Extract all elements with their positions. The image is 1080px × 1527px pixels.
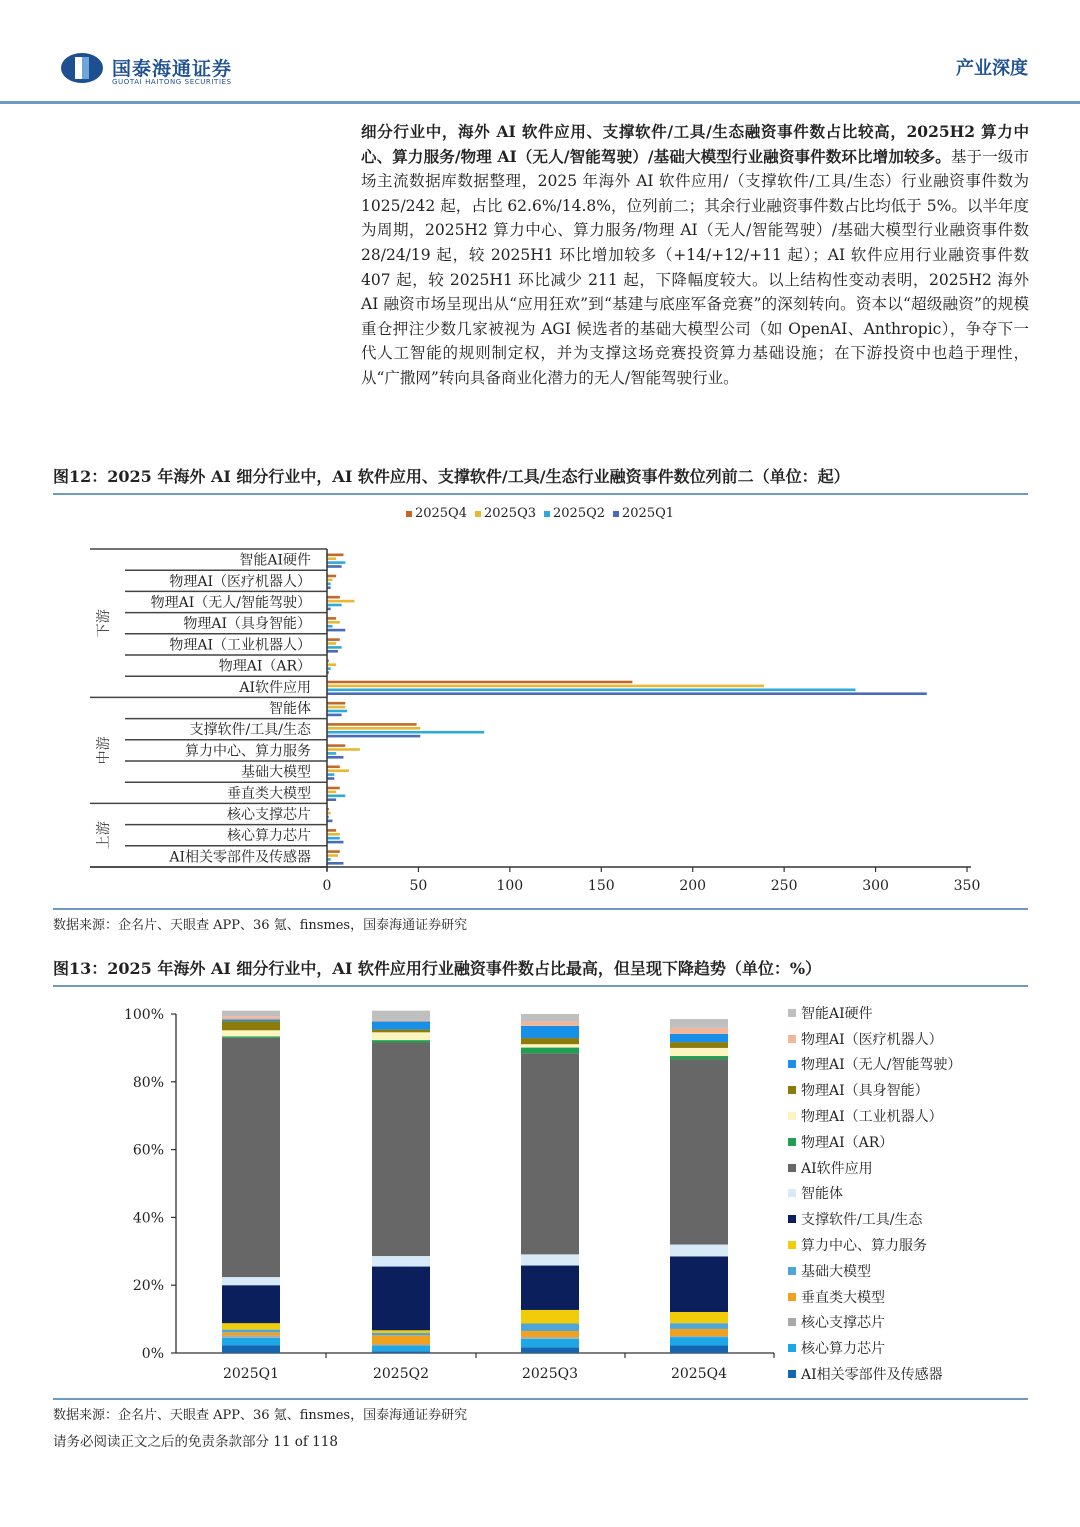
document-type-label: 产业深度: [956, 58, 1028, 79]
legend-item: 物理AI（医疗机器人）: [788, 1026, 961, 1052]
svg-text:350: 350: [953, 878, 981, 894]
svg-text:2025Q1: 2025Q1: [222, 1366, 280, 1382]
legend-swatch-icon: [788, 1215, 796, 1223]
legend-swatch-icon: [788, 1009, 796, 1017]
legend-swatch-icon: [788, 1318, 796, 1326]
legend-swatch-icon: [788, 1086, 796, 1094]
svg-text:物理AI（工业机器人）: 物理AI（工业机器人）: [169, 637, 311, 654]
legend-item: AI相关零部件及传感器: [788, 1361, 961, 1387]
legend-item: AI软件应用: [788, 1155, 961, 1181]
legend-swatch-icon: [788, 1035, 796, 1043]
company-name-cn: 国泰海通证券: [112, 58, 233, 80]
svg-text:物理AI（具身智能）: 物理AI（具身智能）: [183, 616, 311, 633]
svg-text:0%: 0%: [141, 1346, 164, 1362]
svg-text:2025Q2: 2025Q2: [372, 1366, 430, 1382]
figure-13-chart: [0, 1000, 780, 1395]
figure-13-legend: [788, 1000, 961, 1387]
svg-text:物理AI（无人/智能驾驶）: 物理AI（无人/智能驾驶）: [150, 595, 311, 611]
company-name-en: GUOTAI HAITONG SECURITIES: [112, 78, 232, 86]
page-header: [0, 0, 1080, 104]
svg-text:100%: 100%: [123, 1007, 164, 1023]
svg-text:80%: 80%: [132, 1074, 164, 1091]
legend-item: 物理AI（无人/智能驾驶）: [788, 1052, 961, 1078]
legend-item: 算力中心、算力服务: [788, 1232, 961, 1258]
legend-item: 2025Q4: [406, 506, 467, 521]
svg-text:算力中心、算力服务: 算力中心、算力服务: [185, 743, 311, 760]
svg-text:2025Q4: 2025Q4: [670, 1366, 728, 1382]
svg-text:200: 200: [679, 878, 707, 894]
legend-item: 2025Q1: [613, 506, 674, 521]
legend-item: 物理AI（工业机器人）: [788, 1103, 961, 1129]
legend-item: 智能AI硬件: [788, 1000, 961, 1026]
legend-swatch-icon: [788, 1164, 796, 1172]
svg-text:0: 0: [322, 878, 332, 894]
legend-swatch-icon: [788, 1370, 796, 1378]
legend-swatch-icon: [406, 511, 412, 517]
svg-text:中游: 中游: [96, 736, 112, 765]
svg-text:AI软件应用: AI软件应用: [239, 679, 311, 696]
legend-swatch-icon: [475, 511, 481, 517]
page-footer: 请务必阅读正文之后的免责条款部分 11 of 118: [53, 1434, 338, 1450]
legend-swatch-icon: [613, 511, 619, 517]
svg-text:上游: 上游: [96, 821, 112, 850]
legend-swatch-icon: [788, 1267, 796, 1275]
legend-swatch-icon: [788, 1241, 796, 1249]
legend-item: 核心算力芯片: [788, 1335, 961, 1361]
legend-swatch-icon: [788, 1344, 796, 1352]
svg-text:物理AI（医疗机器人）: 物理AI（医疗机器人）: [169, 573, 311, 590]
svg-text:垂直类大模型: 垂直类大模型: [227, 785, 311, 802]
legend-item: 物理AI（具身智能）: [788, 1077, 961, 1103]
figure-12-title: 图12：2025 年海外 AI 细分行业中，AI 软件应用、支撑软件/工具/生态行业融资事件数位列前二（单位：起）: [53, 464, 1028, 495]
svg-text:智能体: 智能体: [269, 701, 311, 717]
legend-swatch-icon: [788, 1189, 796, 1197]
svg-text:100: 100: [496, 878, 524, 894]
svg-text:20%: 20%: [132, 1278, 164, 1295]
legend-item: 基础大模型: [788, 1258, 961, 1284]
legend-swatch-icon: [788, 1138, 796, 1146]
legend-swatch-icon: [788, 1293, 796, 1301]
svg-text:2025Q3: 2025Q3: [521, 1366, 579, 1382]
svg-text:250: 250: [770, 878, 798, 894]
svg-text:支撑软件/工具/生态: 支撑软件/工具/生态: [189, 722, 311, 739]
legend-swatch-icon: [788, 1112, 796, 1120]
svg-text:40%: 40%: [132, 1210, 164, 1227]
legend-item: 物理AI（AR）: [788, 1129, 961, 1155]
legend-item: 核心支撑芯片: [788, 1310, 961, 1336]
svg-text:下游: 下游: [96, 609, 112, 638]
svg-text:核心支撑芯片: 核心支撑芯片: [227, 807, 311, 823]
body-paragraph: [361, 120, 1029, 391]
figure-13-source: 数据来源：企名片、天眼查 APP、36 氪、finsmes，国泰海通证券研究: [53, 1398, 1028, 1423]
figure-12-source: 数据来源：企名片、天眼查 APP、36 氪、finsmes，国泰海通证券研究: [53, 908, 1028, 933]
svg-text:智能AI硬件: 智能AI硬件: [239, 552, 311, 569]
company-logo-icon: [60, 52, 104, 84]
header-divider: [0, 101, 1080, 104]
lead-sentence: 细分行业中，海外 AI 软件应用、支撑软件/工具/生态融资事件数占比较高，2025H2 算力中心、算力服务/物理 AI（无人/智能驾驶）/基础大模型行业融资事件数环比增加较多。: [361, 122, 1029, 166]
legend-item: 智能体: [788, 1181, 961, 1207]
figure-12-legend: [0, 506, 1080, 521]
figure-12-chart: [0, 540, 1080, 900]
svg-text:150: 150: [587, 878, 615, 894]
svg-text:AI相关零部件及传感器: AI相关零部件及传感器: [169, 849, 311, 866]
legend-swatch-icon: [788, 1060, 796, 1068]
svg-text:60%: 60%: [132, 1142, 164, 1159]
paragraph-text: 基于一级市场主流数据库数据整理，2025 年海外 AI 软件应用/（支撑软件/工具/生态）行业融资事件数为 1025/242 起，占比 62.6%/14.8%，位列前二；其余行业融资事件数占比均低于 5%。以半年度为周期，2025H2 算力中心、算力服务/物理 AI（无人/智能驾驶）/基础大模型行业融资事件数 28/24/19 起，较 2025H1 环比增加较多（+14/+12/+11 起）；AI 软件应用行业融资事件数 407 起，较 2025H1 环比减少 211 起，下降幅度较大。以上结构性变动表明，2025H2 海外 AI 融资市场呈现出从“应用狂欢”到“基建与底座军备竞赛”的深刻转向。资本以“超级融资”的规模重仓押注少数几家被视为 AGI 候选者的基础大模型公司（如 OpenAI、Anthropic），争夺下一代人工智能的规则制定权，并为支撑这场竞赛投资算力基础设施；在下游投资中也趋于理性，从“广撒网”转向具备商业化潜力的无人/智能驾驶行业。: [361, 147, 1029, 387]
svg-text:300: 300: [862, 878, 889, 894]
legend-item: 2025Q2: [544, 506, 605, 521]
svg-text:核心算力芯片: 核心算力芯片: [227, 828, 311, 845]
svg-text:50: 50: [409, 878, 428, 894]
legend-item: 支撑软件/工具/生态: [788, 1206, 961, 1232]
legend-swatch-icon: [544, 511, 550, 517]
legend-item: 垂直类大模型: [788, 1284, 961, 1310]
svg-text:基础大模型: 基础大模型: [241, 764, 311, 781]
legend-item: 2025Q3: [475, 506, 536, 521]
figure-13-title: 图13：2025 年海外 AI 细分行业中，AI 软件应用行业融资事件数占比最高，但呈现下降趋势（单位：%）: [53, 956, 1028, 987]
svg-text:物理AI（AR）: 物理AI（AR）: [218, 658, 311, 675]
